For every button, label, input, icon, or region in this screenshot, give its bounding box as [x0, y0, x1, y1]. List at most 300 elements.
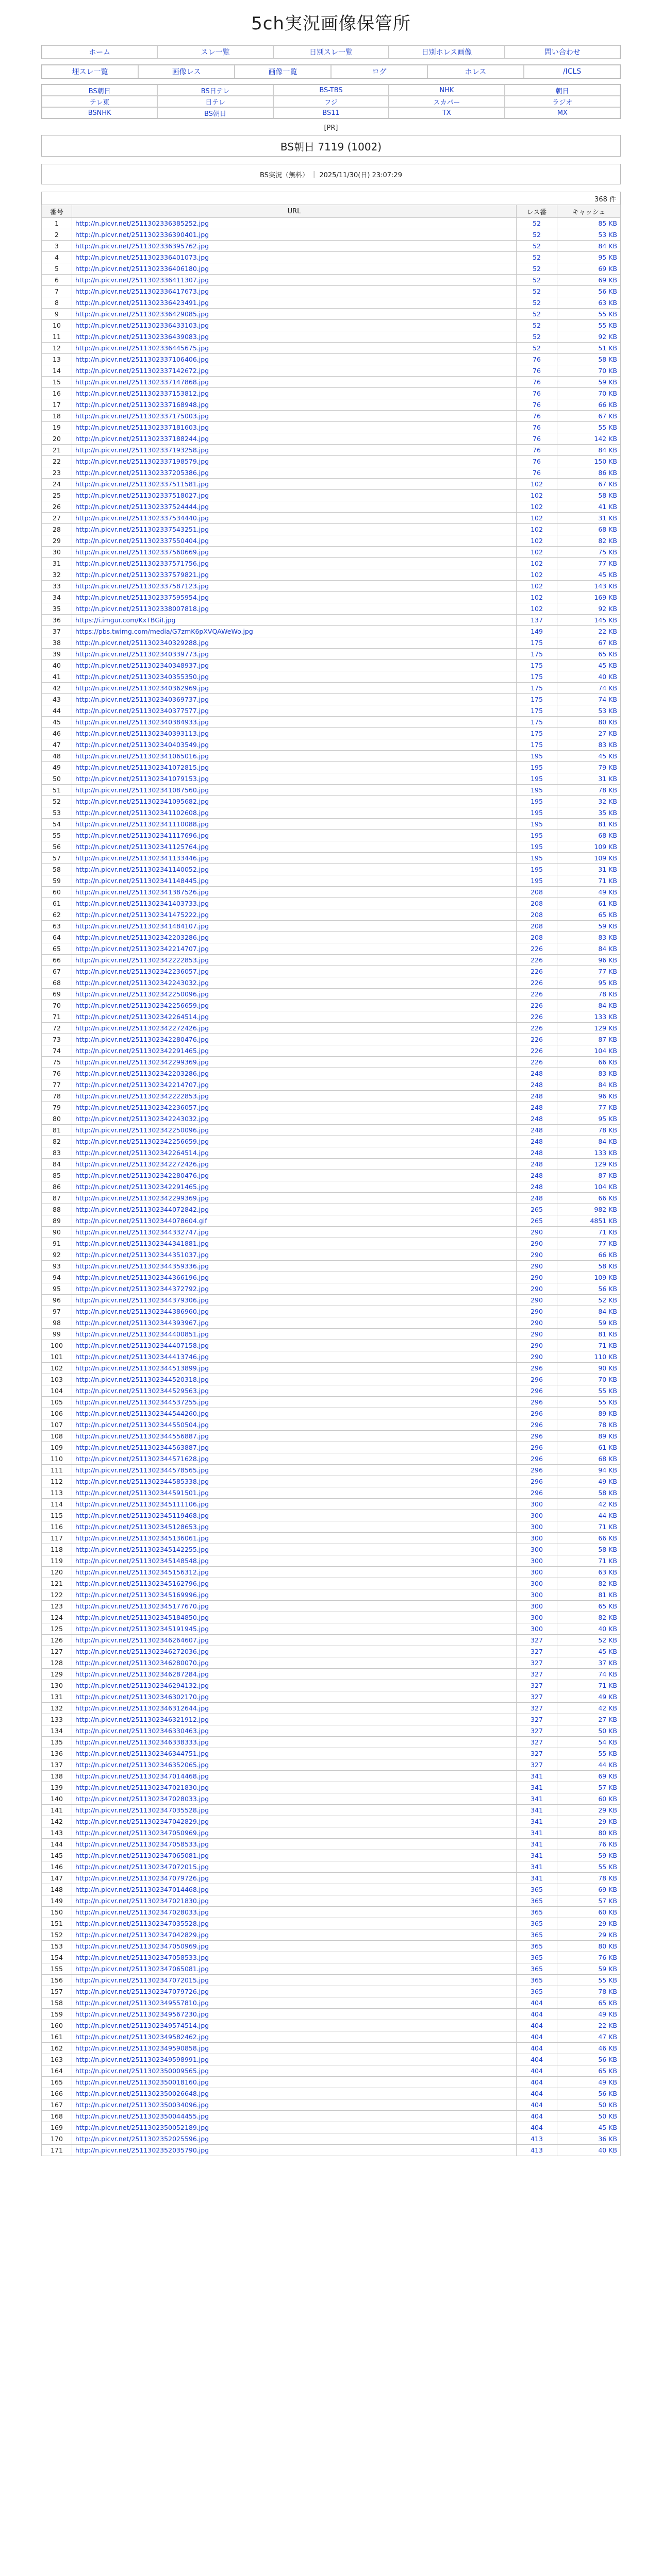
row-url[interactable]	[72, 1204, 517, 1215]
row-url-link[interactable]: http://n.picvr.net/2511302350052189.jpg	[75, 2124, 209, 2131]
row-cache-size[interactable]: 59 KB	[557, 1850, 621, 1861]
channel-link[interactable]: BS朝日	[157, 107, 273, 118]
row-url[interactable]	[72, 2099, 517, 2111]
row-res-number[interactable]: 175	[517, 739, 557, 751]
row-res-number[interactable]: 76	[517, 433, 557, 445]
row-cache-size[interactable]: 61 KB	[557, 1442, 621, 1453]
row-url-link[interactable]: http://n.picvr.net/2511302342264514.jpg	[75, 1149, 209, 1157]
row-url-link[interactable]: http://n.picvr.net/2511302341072815.jpg	[75, 764, 209, 771]
row-cache-size[interactable]: 69 KB	[557, 1771, 621, 1782]
row-res-number[interactable]: 404	[517, 2099, 557, 2111]
row-res-number[interactable]: 248	[517, 1079, 557, 1091]
row-cache-size[interactable]: 32 KB	[557, 796, 621, 807]
row-cache-size[interactable]: 58 KB	[557, 1261, 621, 1272]
row-res-number[interactable]: 327	[517, 1646, 557, 1657]
row-url-link[interactable]: http://n.picvr.net/2511302342236057.jpg	[75, 1104, 209, 1111]
row-url[interactable]	[72, 1737, 517, 1748]
row-url[interactable]	[72, 1578, 517, 1589]
row-url[interactable]	[72, 1963, 517, 1975]
row-cache-size[interactable]: 67 KB	[557, 411, 621, 422]
row-url[interactable]	[72, 626, 517, 637]
row-cache-size[interactable]: 68 KB	[557, 1453, 621, 1465]
row-url-link[interactable]: http://n.picvr.net/2511302350026648.jpg	[75, 2090, 209, 2097]
row-res-number[interactable]: 52	[517, 343, 557, 354]
row-url-link[interactable]: http://n.picvr.net/2511302340329288.jpg	[75, 639, 209, 647]
row-res-number[interactable]: 404	[517, 1997, 557, 2009]
row-url-link[interactable]: http://n.picvr.net/2511302342243032.jpg	[75, 1115, 209, 1123]
row-cache-size[interactable]: 42 KB	[557, 1499, 621, 1510]
row-url[interactable]	[72, 1159, 517, 1170]
row-res-number[interactable]: 404	[517, 2111, 557, 2122]
row-url-link[interactable]: http://n.picvr.net/2511302350034096.jpg	[75, 2101, 209, 2109]
row-res-number[interactable]: 195	[517, 807, 557, 819]
row-url-link[interactable]: http://n.picvr.net/2511302336385252.jpg	[75, 219, 209, 227]
row-url-link[interactable]: http://n.picvr.net/2511302347028033.jpg	[75, 1908, 209, 1916]
row-res-number[interactable]: 52	[517, 297, 557, 309]
row-url-link[interactable]: http://n.picvr.net/2511302344413746.jpg	[75, 1353, 209, 1361]
row-url-link[interactable]: http://n.picvr.net/2511302349567230.jpg	[75, 2010, 209, 2018]
row-cache-size[interactable]: 45 KB	[557, 569, 621, 581]
row-url-link[interactable]: http://n.picvr.net/2511302341102608.jpg	[75, 809, 209, 817]
row-url[interactable]	[72, 2031, 517, 2043]
row-url[interactable]	[72, 2065, 517, 2077]
row-url-link[interactable]: http://n.picvr.net/2511302336390401.jpg	[75, 231, 209, 239]
row-cache-size[interactable]: 77 KB	[557, 1238, 621, 1249]
row-cache-size[interactable]: 129 KB	[557, 1159, 621, 1170]
row-url[interactable]	[72, 1827, 517, 1839]
row-cache-size[interactable]: 63 KB	[557, 1567, 621, 1578]
row-res-number[interactable]: 296	[517, 1465, 557, 1476]
row-res-number[interactable]: 296	[517, 1397, 557, 1408]
row-url[interactable]	[72, 2020, 517, 2031]
row-res-number[interactable]: 296	[517, 1431, 557, 1442]
row-cache-size[interactable]: 142 KB	[557, 433, 621, 445]
row-url[interactable]	[72, 1521, 517, 1533]
row-url[interactable]	[72, 1011, 517, 1023]
row-url[interactable]	[72, 1907, 517, 1918]
row-url[interactable]	[72, 921, 517, 932]
row-url-link[interactable]: http://n.picvr.net/2511302347042829.jpg	[75, 1931, 209, 1939]
row-url-link[interactable]: http://n.picvr.net/2511302340403549.jpg	[75, 741, 209, 749]
row-url-link[interactable]: http://n.picvr.net/2511302344072842.jpg	[75, 1206, 209, 1213]
row-url[interactable]	[72, 218, 517, 229]
row-url[interactable]	[72, 1102, 517, 1113]
row-url-link[interactable]: http://n.picvr.net/2511302342222853.jpg	[75, 1092, 209, 1100]
row-url-link[interactable]: http://n.picvr.net/2511302336406180.jpg	[75, 265, 209, 273]
row-res-number[interactable]: 296	[517, 1476, 557, 1487]
row-url-link[interactable]: http://n.picvr.net/2511302336401073.jpg	[75, 253, 209, 261]
row-url[interactable]	[72, 1816, 517, 1827]
row-cache-size[interactable]: 76 KB	[557, 1952, 621, 1963]
row-url[interactable]	[72, 1805, 517, 1816]
row-url-link[interactable]: http://n.picvr.net/2511302342280476.jpg	[75, 1172, 209, 1179]
row-cache-size[interactable]: 84 KB	[557, 1306, 621, 1317]
row-res-number[interactable]: 300	[517, 1623, 557, 1635]
row-cache-size[interactable]: 46 KB	[557, 2043, 621, 2054]
row-cache-size[interactable]: 77 KB	[557, 558, 621, 569]
row-url-link[interactable]: http://n.picvr.net/2511302344359336.jpg	[75, 1262, 209, 1270]
row-url[interactable]	[72, 717, 517, 728]
row-url-link[interactable]: http://n.picvr.net/2511302347014468.jpg	[75, 1886, 209, 1893]
row-url[interactable]	[72, 1510, 517, 1521]
row-url[interactable]	[72, 331, 517, 343]
row-cache-size[interactable]: 84 KB	[557, 241, 621, 252]
row-url-link[interactable]: http://n.picvr.net/2511302342264514.jpg	[75, 1013, 209, 1021]
row-url-link[interactable]: http://n.picvr.net/2511302342203286.jpg	[75, 1070, 209, 1077]
row-res-number[interactable]: 195	[517, 864, 557, 875]
row-res-number[interactable]: 76	[517, 365, 557, 377]
row-url-link[interactable]: http://n.picvr.net/2511302342203286.jpg	[75, 934, 209, 941]
row-url-link[interactable]: http://n.picvr.net/2511302337106406.jpg	[75, 355, 209, 363]
nav-thread-list-link[interactable]: スレ一覧	[157, 45, 273, 59]
row-cache-size[interactable]: 40 KB	[557, 2145, 621, 2156]
row-url-link[interactable]: http://n.picvr.net/2511302347028033.jpg	[75, 1795, 209, 1803]
row-url[interactable]	[72, 864, 517, 875]
row-url[interactable]	[72, 1147, 517, 1159]
row-url[interactable]	[72, 1431, 517, 1442]
row-cache-size[interactable]: 35 KB	[557, 807, 621, 819]
channel-link[interactable]: 朝日	[505, 84, 620, 96]
row-url[interactable]	[72, 887, 517, 898]
row-res-number[interactable]: 404	[517, 2020, 557, 2031]
row-res-number[interactable]: 76	[517, 411, 557, 422]
row-url[interactable]	[72, 456, 517, 467]
row-cache-size[interactable]: 31 KB	[557, 864, 621, 875]
row-url-link[interactable]: http://n.picvr.net/2511302344386960.jpg	[75, 1308, 209, 1315]
row-url-link[interactable]: http://n.picvr.net/2511302345169996.jpg	[75, 1591, 209, 1599]
row-res-number[interactable]: 265	[517, 1215, 557, 1227]
row-cache-size[interactable]: 55 KB	[557, 1385, 621, 1397]
row-cache-size[interactable]: 80 KB	[557, 1827, 621, 1839]
row-cache-size[interactable]: 143 KB	[557, 581, 621, 592]
row-cache-size[interactable]: 50 KB	[557, 2111, 621, 2122]
row-cache-size[interactable]: 71 KB	[557, 1521, 621, 1533]
row-res-number[interactable]: 341	[517, 1793, 557, 1805]
row-cache-size[interactable]: 78 KB	[557, 1125, 621, 1136]
row-url-link[interactable]: http://n.picvr.net/2511302344366196.jpg	[75, 1274, 209, 1281]
row-url-link[interactable]: http://n.picvr.net/2511302341079153.jpg	[75, 775, 209, 783]
row-res-number[interactable]: 290	[517, 1351, 557, 1363]
row-url[interactable]	[72, 1646, 517, 1657]
row-res-number[interactable]: 195	[517, 773, 557, 785]
row-url[interactable]	[72, 1261, 517, 1272]
row-url[interactable]	[72, 2145, 517, 2156]
row-url-link[interactable]: http://n.picvr.net/2511302337205386.jpg	[75, 469, 209, 477]
row-url-link[interactable]: http://n.picvr.net/2511302344578565.jpg	[75, 1466, 209, 1474]
row-url-link[interactable]: http://n.picvr.net/2511302342256659.jpg	[75, 1002, 209, 1009]
row-cache-size[interactable]: 29 KB	[557, 1816, 621, 1827]
row-url-link[interactable]: http://n.picvr.net/2511302346280070.jpg	[75, 1659, 209, 1667]
row-cache-size[interactable]: 40 KB	[557, 671, 621, 683]
row-res-number[interactable]: 404	[517, 2122, 557, 2133]
row-res-number[interactable]: 341	[517, 1850, 557, 1861]
row-url-link[interactable]: http://n.picvr.net/2511302344571628.jpg	[75, 1455, 209, 1463]
row-res-number[interactable]: 404	[517, 2009, 557, 2020]
row-res-number[interactable]: 195	[517, 751, 557, 762]
row-cache-size[interactable]: 55 KB	[557, 320, 621, 331]
row-url-link[interactable]: http://n.picvr.net/2511302350009565.jpg	[75, 2067, 209, 2075]
row-cache-size[interactable]: 27 KB	[557, 728, 621, 739]
row-url[interactable]	[72, 1669, 517, 1680]
row-cache-size[interactable]: 67 KB	[557, 637, 621, 649]
row-res-number[interactable]: 208	[517, 932, 557, 943]
row-res-number[interactable]: 76	[517, 377, 557, 388]
row-url[interactable]	[72, 1419, 517, 1431]
row-res-number[interactable]: 175	[517, 694, 557, 705]
row-cache-size[interactable]: 47 KB	[557, 2031, 621, 2043]
row-url[interactable]	[72, 637, 517, 649]
row-res-number[interactable]: 327	[517, 1657, 557, 1669]
row-url-link[interactable]: http://n.picvr.net/2511302337188244.jpg	[75, 435, 209, 443]
row-url[interactable]	[72, 1295, 517, 1306]
row-url[interactable]	[72, 830, 517, 841]
row-res-number[interactable]: 300	[517, 1601, 557, 1612]
row-cache-size[interactable]: 56 KB	[557, 2054, 621, 2065]
row-url-link[interactable]: http://n.picvr.net/2511302342291465.jpg	[75, 1047, 209, 1055]
row-res-number[interactable]: 290	[517, 1238, 557, 1249]
row-url-link[interactable]: http://n.picvr.net/2511302347058533.jpg	[75, 1954, 209, 1961]
row-cache-size[interactable]: 44 KB	[557, 1759, 621, 1771]
row-url[interactable]	[72, 853, 517, 864]
row-url[interactable]	[72, 955, 517, 966]
row-cache-size[interactable]: 96 KB	[557, 1091, 621, 1102]
row-res-number[interactable]: 404	[517, 2054, 557, 2065]
row-url[interactable]	[72, 513, 517, 524]
row-url[interactable]	[72, 229, 517, 241]
row-res-number[interactable]: 226	[517, 1057, 557, 1068]
row-cache-size[interactable]: 36 KB	[557, 2133, 621, 2145]
row-res-number[interactable]: 404	[517, 2043, 557, 2054]
row-url-link[interactable]: https://pbs.twimg.com/media/G7zmK6pXVQAWeWo.jpg	[75, 628, 253, 635]
row-url-link[interactable]: http://n.picvr.net/2511302345191945.jpg	[75, 1625, 209, 1633]
row-cache-size[interactable]: 68 KB	[557, 524, 621, 535]
row-url-link[interactable]: http://n.picvr.net/2511302346344751.jpg	[75, 1750, 209, 1757]
row-url-link[interactable]: http://n.picvr.net/2511302345136061.jpg	[75, 1534, 209, 1542]
row-url[interactable]	[72, 1181, 517, 1193]
row-cache-size[interactable]: 71 KB	[557, 1340, 621, 1351]
row-url-link[interactable]: http://n.picvr.net/2511302342214707.jpg	[75, 945, 209, 953]
row-url[interactable]	[72, 989, 517, 1000]
row-res-number[interactable]: 365	[517, 1895, 557, 1907]
row-url-link[interactable]: https://i.imgur.com/KxTBGiI.jpg	[75, 616, 176, 624]
row-url-link[interactable]: http://n.picvr.net/2511302346287284.jpg	[75, 1670, 209, 1678]
row-url-link[interactable]: http://n.picvr.net/2511302344379306.jpg	[75, 1296, 209, 1304]
row-cache-size[interactable]: 110 KB	[557, 1351, 621, 1363]
row-cache-size[interactable]: 89 KB	[557, 1431, 621, 1442]
row-url-link[interactable]: http://n.picvr.net/2511302337534440.jpg	[75, 514, 209, 522]
channel-link[interactable]: テレ東	[42, 96, 157, 107]
row-res-number[interactable]: 195	[517, 841, 557, 853]
row-res-number[interactable]: 413	[517, 2133, 557, 2145]
row-url-link[interactable]: http://n.picvr.net/2511302340362969.jpg	[75, 684, 209, 692]
row-url[interactable]	[72, 909, 517, 921]
row-url-link[interactable]: http://n.picvr.net/2511302344372792.jpg	[75, 1285, 209, 1293]
row-cache-size[interactable]: 95 KB	[557, 252, 621, 263]
row-cache-size[interactable]: 59 KB	[557, 1317, 621, 1329]
row-cache-size[interactable]: 59 KB	[557, 377, 621, 388]
row-res-number[interactable]: 102	[517, 547, 557, 558]
row-url[interactable]	[72, 841, 517, 853]
row-cache-size[interactable]: 69 KB	[557, 275, 621, 286]
row-url[interactable]	[72, 1635, 517, 1646]
nav-sub-5[interactable]: /ICLS	[524, 65, 620, 78]
row-url[interactable]	[72, 1351, 517, 1363]
row-cache-size[interactable]: 67 KB	[557, 479, 621, 490]
row-url[interactable]	[72, 807, 517, 819]
row-url[interactable]	[72, 1397, 517, 1408]
row-url-link[interactable]: http://n.picvr.net/2511302344407158.jpg	[75, 1342, 209, 1349]
row-url-link[interactable]: http://n.picvr.net/2511302342236057.jpg	[75, 968, 209, 975]
row-url[interactable]	[72, 1272, 517, 1283]
row-cache-size[interactable]: 57 KB	[557, 1782, 621, 1793]
row-cache-size[interactable]: 53 KB	[557, 705, 621, 717]
row-res-number[interactable]: 327	[517, 1669, 557, 1680]
row-cache-size[interactable]: 55 KB	[557, 309, 621, 320]
row-res-number[interactable]: 341	[517, 1873, 557, 1884]
row-res-number[interactable]: 102	[517, 581, 557, 592]
row-res-number[interactable]: 248	[517, 1125, 557, 1136]
row-url[interactable]	[72, 1238, 517, 1249]
row-res-number[interactable]: 175	[517, 683, 557, 694]
row-url[interactable]	[72, 2088, 517, 2099]
row-res-number[interactable]: 300	[517, 1499, 557, 1510]
row-url[interactable]	[72, 592, 517, 603]
row-cache-size[interactable]: 80 KB	[557, 1941, 621, 1952]
row-url[interactable]	[72, 1771, 517, 1782]
row-res-number[interactable]: 102	[517, 592, 557, 603]
row-cache-size[interactable]: 76 KB	[557, 1839, 621, 1850]
row-url[interactable]	[72, 1227, 517, 1238]
row-cache-size[interactable]: 49 KB	[557, 2077, 621, 2088]
row-res-number[interactable]: 365	[517, 1986, 557, 1997]
row-res-number[interactable]: 195	[517, 853, 557, 864]
row-cache-size[interactable]: 65 KB	[557, 1601, 621, 1612]
row-url[interactable]	[72, 1499, 517, 1510]
row-url[interactable]	[72, 705, 517, 717]
row-res-number[interactable]: 265	[517, 1204, 557, 1215]
row-url-link[interactable]: http://n.picvr.net/2511302344400851.jpg	[75, 1330, 209, 1338]
row-url-link[interactable]: http://n.picvr.net/2511302340384933.jpg	[75, 718, 209, 726]
row-url-link[interactable]: http://n.picvr.net/2511302352035790.jpg	[75, 2146, 209, 2154]
row-url-link[interactable]: http://n.picvr.net/2511302337550404.jpg	[75, 537, 209, 545]
row-url[interactable]	[72, 501, 517, 513]
row-url-link[interactable]: http://n.picvr.net/2511302349574514.jpg	[75, 2022, 209, 2029]
row-cache-size[interactable]: 104 KB	[557, 1181, 621, 1193]
row-res-number[interactable]: 195	[517, 819, 557, 830]
row-url[interactable]	[72, 1929, 517, 1941]
row-res-number[interactable]: 341	[517, 1839, 557, 1850]
row-url-link[interactable]: http://n.picvr.net/2511302337175003.jpg	[75, 412, 209, 420]
row-res-number[interactable]: 248	[517, 1102, 557, 1113]
row-cache-size[interactable]: 75 KB	[557, 547, 621, 558]
row-res-number[interactable]: 102	[517, 501, 557, 513]
row-cache-size[interactable]: 70 KB	[557, 388, 621, 399]
row-url[interactable]	[72, 1340, 517, 1351]
row-cache-size[interactable]: 22 KB	[557, 626, 621, 637]
row-url[interactable]	[72, 762, 517, 773]
row-url[interactable]	[72, 1363, 517, 1374]
row-url[interactable]	[72, 569, 517, 581]
channel-link[interactable]: BSNHK	[42, 107, 157, 118]
row-url-link[interactable]: http://n.picvr.net/2511302344332747.jpg	[75, 1228, 209, 1236]
row-cache-size[interactable]: 57 KB	[557, 1895, 621, 1907]
row-res-number[interactable]: 365	[517, 1907, 557, 1918]
row-url[interactable]	[72, 558, 517, 569]
row-cache-size[interactable]: 52 KB	[557, 1295, 621, 1306]
row-url-link[interactable]: http://n.picvr.net/2511302345184850.jpg	[75, 1614, 209, 1621]
row-url-link[interactable]: http://n.picvr.net/2511302345142255.jpg	[75, 1546, 209, 1553]
row-url[interactable]	[72, 943, 517, 955]
row-url[interactable]	[72, 751, 517, 762]
row-res-number[interactable]: 195	[517, 785, 557, 796]
row-cache-size[interactable]: 169 KB	[557, 592, 621, 603]
row-url[interactable]	[72, 1408, 517, 1419]
row-cache-size[interactable]: 55 KB	[557, 1748, 621, 1759]
row-res-number[interactable]: 327	[517, 1635, 557, 1646]
row-url-link[interactable]: http://n.picvr.net/2511302341117696.jpg	[75, 832, 209, 839]
nav-contact-link[interactable]: 問い合わせ	[505, 45, 620, 59]
row-res-number[interactable]: 296	[517, 1442, 557, 1453]
row-res-number[interactable]: 76	[517, 388, 557, 399]
row-cache-size[interactable]: 65 KB	[557, 1997, 621, 2009]
row-url-link[interactable]: http://n.picvr.net/2511302346272036.jpg	[75, 1648, 209, 1655]
row-res-number[interactable]: 52	[517, 309, 557, 320]
row-url-link[interactable]: http://n.picvr.net/2511302336429085.jpg	[75, 310, 209, 318]
row-cache-size[interactable]: 49 KB	[557, 887, 621, 898]
row-url-link[interactable]: http://n.picvr.net/2511302341095682.jpg	[75, 798, 209, 805]
row-res-number[interactable]: 365	[517, 1929, 557, 1941]
row-url-link[interactable]: http://n.picvr.net/2511302344341881.jpg	[75, 1240, 209, 1247]
row-cache-size[interactable]: 80 KB	[557, 717, 621, 728]
row-url[interactable]	[72, 547, 517, 558]
row-url[interactable]	[72, 1793, 517, 1805]
row-url-link[interactable]: http://n.picvr.net/2511302349590858.jpg	[75, 2044, 209, 2052]
row-cache-size[interactable]: 61 KB	[557, 898, 621, 909]
row-res-number[interactable]: 175	[517, 637, 557, 649]
row-res-number[interactable]: 327	[517, 1703, 557, 1714]
row-url[interactable]	[72, 1057, 517, 1068]
row-cache-size[interactable]: 55 KB	[557, 422, 621, 433]
row-url[interactable]	[72, 1680, 517, 1691]
row-url-link[interactable]: http://n.picvr.net/2511302345156312.jpg	[75, 1568, 209, 1576]
row-cache-size[interactable]: 60 KB	[557, 1793, 621, 1805]
row-cache-size[interactable]: 82 KB	[557, 1578, 621, 1589]
row-url-link[interactable]: http://n.picvr.net/2511302336445675.jpg	[75, 344, 209, 352]
row-cache-size[interactable]: 45 KB	[557, 660, 621, 671]
row-url[interactable]	[72, 1748, 517, 1759]
row-url-link[interactable]: http://n.picvr.net/2511302337147868.jpg	[75, 378, 209, 386]
row-url-link[interactable]: http://n.picvr.net/2511302347065081.jpg	[75, 1852, 209, 1859]
row-res-number[interactable]: 175	[517, 705, 557, 717]
row-cache-size[interactable]: 56 KB	[557, 2088, 621, 2099]
row-url[interactable]	[72, 739, 517, 751]
row-url-link[interactable]: http://n.picvr.net/2511302344563887.jpg	[75, 1444, 209, 1451]
row-url[interactable]	[72, 1125, 517, 1136]
row-url[interactable]	[72, 1861, 517, 1873]
row-url-link[interactable]: http://n.picvr.net/2511302347042829.jpg	[75, 1818, 209, 1825]
row-res-number[interactable]: 296	[517, 1363, 557, 1374]
row-url-link[interactable]: http://n.picvr.net/2511302342280476.jpg	[75, 1036, 209, 1043]
row-res-number[interactable]: 76	[517, 422, 557, 433]
row-url-link[interactable]: http://n.picvr.net/2511302345119468.jpg	[75, 1512, 209, 1519]
row-cache-size[interactable]: 83 KB	[557, 932, 621, 943]
row-res-number[interactable]: 226	[517, 1023, 557, 1034]
row-res-number[interactable]: 226	[517, 955, 557, 966]
row-url-link[interactable]: http://n.picvr.net/2511302340377577.jpg	[75, 707, 209, 715]
row-cache-size[interactable]: 71 KB	[557, 1227, 621, 1238]
row-url-link[interactable]: http://n.picvr.net/2511302342299369.jpg	[75, 1058, 209, 1066]
row-res-number[interactable]: 208	[517, 887, 557, 898]
